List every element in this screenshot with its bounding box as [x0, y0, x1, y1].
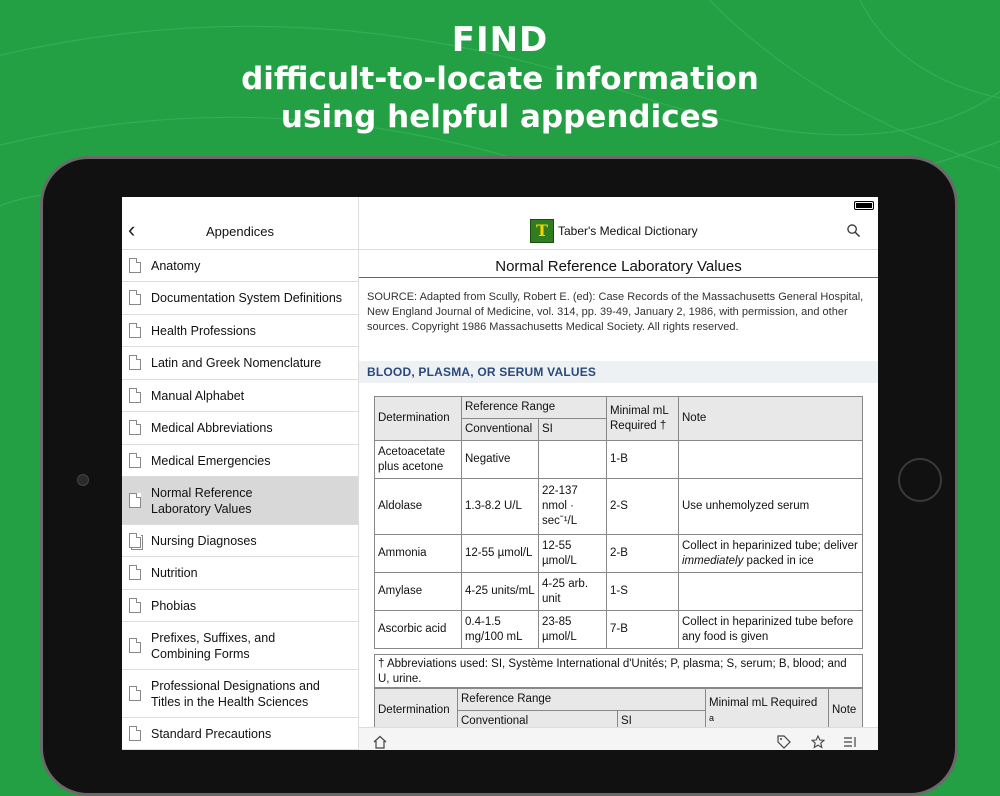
cell-determination: Amylase	[375, 573, 462, 611]
sidebar-item-label	[151, 485, 252, 517]
col-header-determination: Determination	[375, 689, 458, 733]
minimal-superscript: a	[709, 712, 715, 723]
document-icon	[129, 388, 141, 403]
appendices-sidebar	[122, 197, 359, 750]
sidebar-item-medical-emergencies[interactable]	[122, 445, 358, 477]
document-icon	[129, 453, 141, 468]
tag-icon[interactable]	[777, 735, 791, 749]
document-icon	[129, 726, 141, 741]
table-header-row	[375, 689, 863, 711]
appendix-list	[122, 250, 358, 750]
label-line-1: Professional Designations and	[151, 678, 320, 693]
document-icon	[129, 355, 141, 370]
tabers-logo-icon: T	[530, 219, 554, 243]
sidebar-item-nursing-diagnoses[interactable]	[122, 525, 358, 557]
stacked-document-icon	[129, 533, 141, 548]
note-text: packed in ice	[743, 554, 814, 567]
cell-minimal: 1-B	[607, 441, 679, 479]
document-icon	[129, 493, 141, 508]
document-title: Normal Reference Laboratory Values	[495, 258, 742, 275]
cell-conventional: 4-25 units/mL	[462, 573, 539, 611]
cell-note	[679, 535, 863, 573]
cell-conventional: 1.3-8.2 U/L	[462, 479, 539, 535]
list-options-icon[interactable]	[843, 735, 857, 749]
sidebar-item-documentation[interactable]	[122, 282, 358, 315]
col-header-conventional: Conventional	[462, 419, 539, 441]
search-icon[interactable]	[847, 224, 860, 237]
headline-line-1: FIND	[451, 20, 549, 60]
col-header-reference-range: Reference Range	[462, 397, 607, 419]
note-emphasis: immediately	[682, 554, 744, 567]
table-header-row	[375, 397, 863, 419]
table-row	[375, 535, 863, 573]
cell-determination: Ascorbic acid	[375, 611, 462, 649]
cell-determination: Aldolase	[375, 479, 462, 535]
document-icon	[129, 420, 141, 435]
sidebar-item-label: Manual Alphabet	[151, 388, 245, 403]
sidebar-item-professional-designations[interactable]	[122, 670, 358, 718]
cell-si	[539, 441, 607, 479]
section-heading	[359, 361, 878, 383]
headline-line-3: using helpful appendices	[280, 99, 720, 135]
document-icon	[129, 258, 141, 273]
home-icon[interactable]	[373, 735, 387, 749]
home-button[interactable]	[898, 458, 942, 502]
sidebar-item-latin-greek[interactable]	[122, 347, 358, 380]
document-icon	[129, 323, 141, 338]
sidebar-item-health-professions[interactable]	[122, 315, 358, 347]
headline-line-2: difficult-to-locate information	[241, 61, 759, 97]
note-text: Collect in heparinized tube; deliver	[682, 539, 858, 552]
camera-dot	[77, 474, 89, 486]
content-pane	[359, 197, 878, 750]
col-header-conventional: Conventional	[458, 711, 618, 733]
bottom-toolbar	[359, 727, 878, 750]
col-header-reference-range: Reference Range	[458, 689, 706, 711]
app-title: Taber's Medical Dictionary	[558, 224, 698, 238]
cell-note: Collect in heparinized tube before any food is given	[679, 611, 863, 649]
cell-conventional: 0.4-1.5 mg/100 mL	[462, 611, 539, 649]
sidebar-item-prefixes-suffixes[interactable]	[122, 622, 358, 670]
label-line-1: Prefixes, Suffixes, and	[151, 630, 276, 645]
cell-determination: Acetoacetate plus acetone	[375, 441, 462, 479]
cell-si: 22-137 nmol · secˉ¹/L	[539, 479, 607, 535]
promo-headline	[0, 20, 1000, 136]
document-icon	[129, 686, 141, 701]
document-icon	[129, 638, 141, 653]
document-icon	[129, 565, 141, 580]
sidebar-item-nutrition[interactable]	[122, 557, 358, 590]
lab-values-table	[374, 396, 863, 649]
label-line-2: Titles in the Health Sciences	[151, 694, 309, 709]
table-row	[375, 441, 863, 479]
star-icon[interactable]	[811, 735, 825, 749]
sidebar-item-label: Medical Emergencies	[151, 453, 271, 468]
cell-si: 4-25 arb. unit	[539, 573, 607, 611]
cell-minimal: 7-B	[607, 611, 679, 649]
cell-minimal: 2-B	[607, 535, 679, 573]
sidebar-item-anatomy[interactable]	[122, 250, 358, 282]
sidebar-title: Appendices	[206, 224, 274, 239]
sidebar-item-label: Documentation System Definitions	[151, 291, 343, 305]
cell-minimal: 1-S	[607, 573, 679, 611]
sidebar-item-manual-alphabet[interactable]	[122, 380, 358, 412]
col-header-minimal: Minimal mL Required †	[607, 397, 679, 441]
sidebar-item-normal-reference-lab-values[interactable]	[122, 477, 358, 525]
col-header-note: Note	[829, 689, 863, 733]
sidebar-item-label: Nursing Diagnoses	[151, 533, 257, 548]
label-line-2: Combining Forms	[151, 646, 250, 661]
table-row	[375, 573, 863, 611]
minimal-label: Minimal mL Required	[709, 696, 818, 709]
cell-si: 12-55 µmol/L	[539, 535, 607, 573]
cell-note	[679, 441, 863, 479]
sidebar-item-standard-precautions[interactable]	[122, 718, 358, 750]
content-header	[359, 213, 878, 250]
sidebar-item-label	[151, 630, 275, 662]
label-line-1: Normal Reference	[151, 485, 253, 500]
cell-minimal: 2-S	[607, 479, 679, 535]
cell-conventional: Negative	[462, 441, 539, 479]
sidebar-item-label: Nutrition	[151, 566, 198, 580]
sidebar-item-label: Medical Abbreviations	[151, 421, 273, 435]
cell-conventional: 12-55 µmol/L	[462, 535, 539, 573]
sidebar-item-label: Anatomy	[151, 258, 201, 273]
sidebar-item-label: Standard Precautions	[151, 726, 272, 741]
source-citation: SOURCE: Adapted from Scully, Robert E. (ed): Case Records of the Massachusetts General Hospital, New England Journal of Medicine, vol. 314, pp. 39-49, January 2, 1986, with permission, and other sources. Copyright 1986 Massachusetts Medical Society. All rights reserved.	[367, 291, 864, 333]
cell-determination: Ammonia	[375, 535, 462, 573]
sidebar-item-medical-abbreviations[interactable]	[122, 412, 358, 445]
table-row	[375, 479, 863, 535]
cell-note	[679, 573, 863, 611]
table-row	[375, 611, 863, 649]
sidebar-header	[122, 213, 358, 250]
sidebar-item-label	[151, 678, 320, 710]
title-divider	[359, 277, 878, 278]
label-line-2: Laboratory Values	[151, 501, 252, 516]
sidebar-item-label: Latin and Greek Nomenclature	[151, 356, 322, 370]
cell-si: 23-85 µmol/L	[539, 611, 607, 649]
col-header-determination: Determination	[375, 397, 462, 441]
section-title: BLOOD, PLASMA, OR SERUM VALUES	[367, 365, 597, 379]
col-header-minimal	[706, 689, 829, 733]
sidebar-item-label: Phobias	[151, 598, 197, 613]
cell-note: Use unhemolyzed serum	[679, 479, 863, 535]
sidebar-item-phobias[interactable]	[122, 590, 358, 622]
col-header-si: SI	[539, 419, 607, 441]
ipad-screen	[122, 197, 878, 750]
document-icon	[129, 290, 141, 305]
document-icon	[129, 598, 141, 613]
back-chevron-icon[interactable]: ‹	[128, 217, 136, 242]
sidebar-item-label: Health Professions	[151, 323, 256, 338]
col-header-si: SI	[618, 711, 706, 733]
col-header-note: Note	[679, 397, 863, 441]
table-footnote: † Abbreviations used: SI, Système International d'Unités; P, plasma; S, serum; B, blood; and U, urine.	[374, 654, 863, 688]
